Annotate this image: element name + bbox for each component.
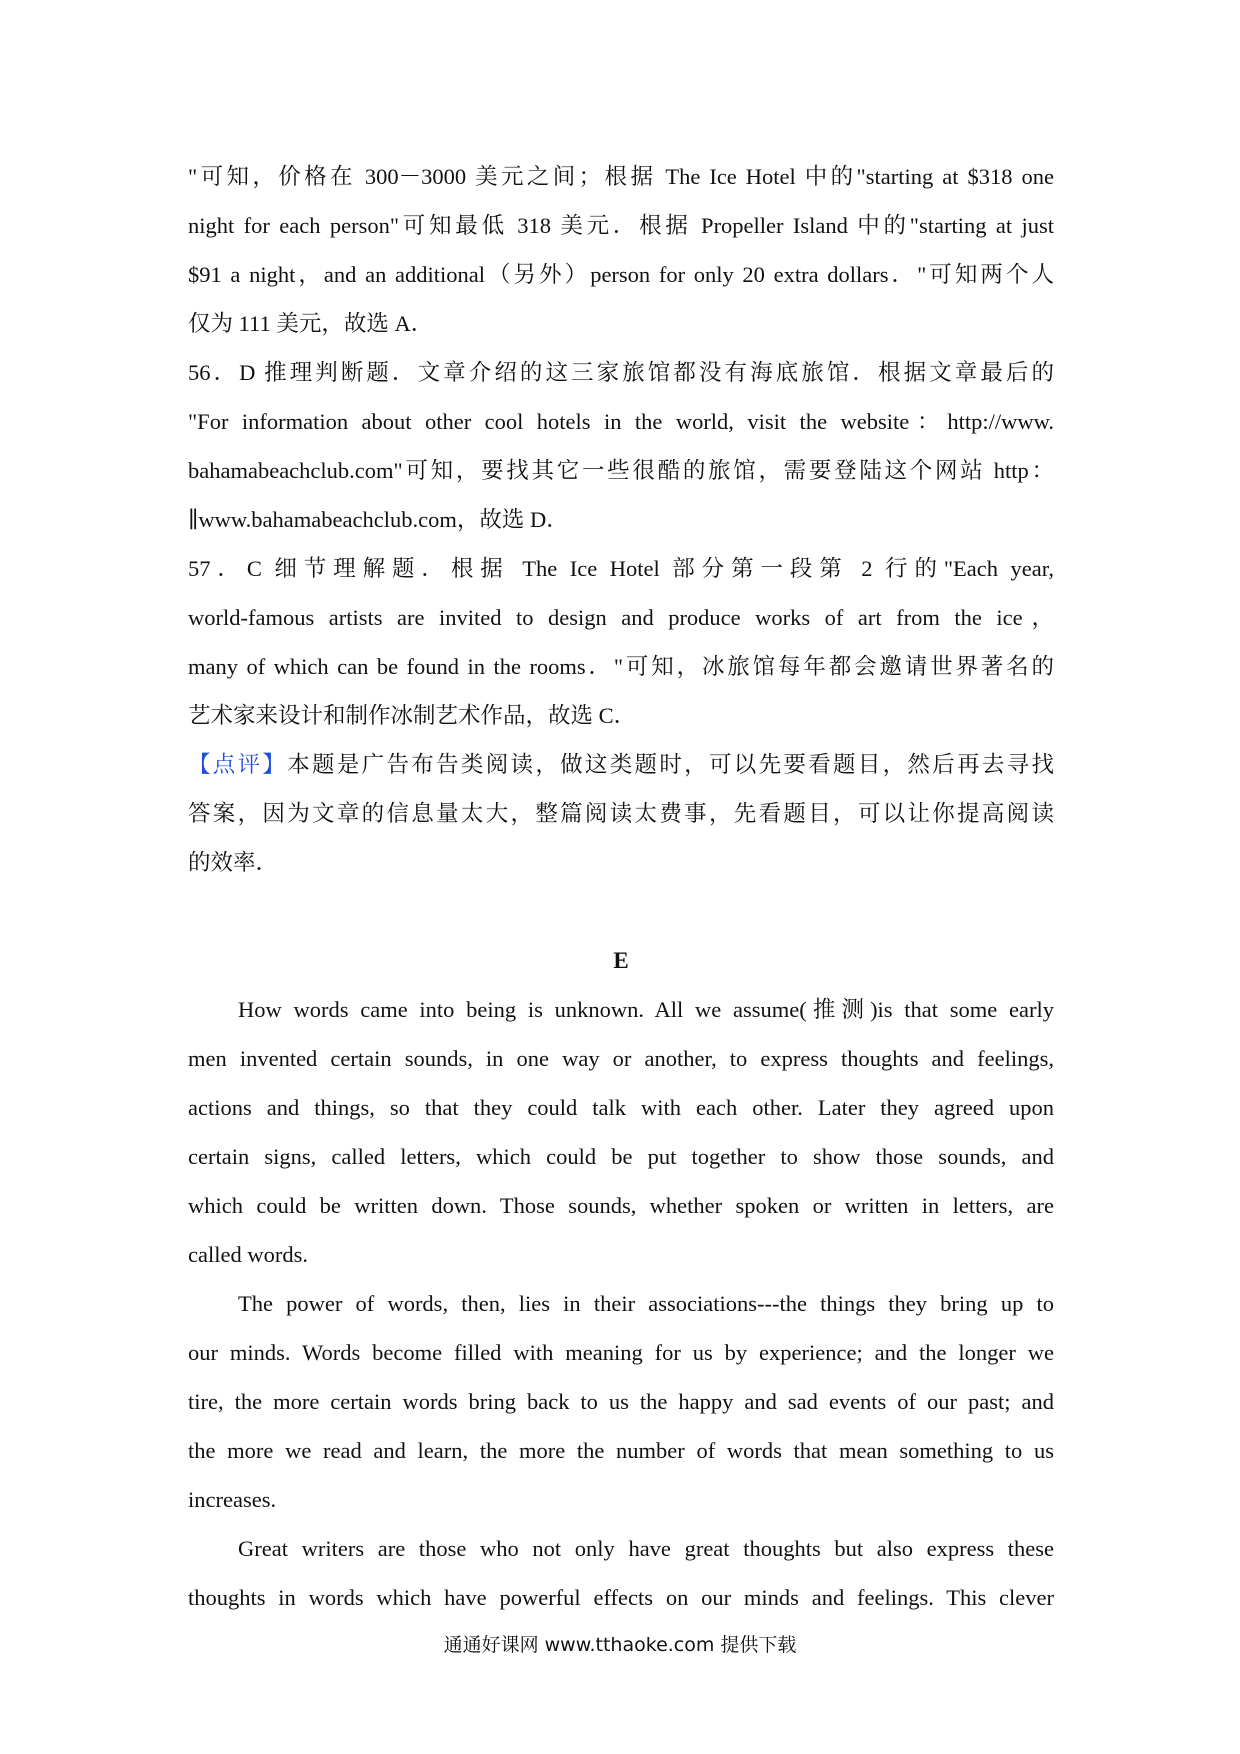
answer-57-explanation: [188, 544, 1054, 740]
spacer: [188, 887, 1054, 936]
text-line: which could be written down. Those sounds, whether spoken or written in letters, are: [188, 1193, 1054, 1218]
comment-block: [188, 740, 1054, 887]
text-line: the more we read and learn, the more the number of words that mean something to us: [188, 1438, 1054, 1463]
text-line: 答案，因为文章的信息量太大，整篇阅读太费事，先看题目，可以让你提高阅读: [188, 801, 1054, 826]
text-line: bahamabeachclub.com"可知，要找其它一些很酷的旅馆，需要登陆这个网站 http：: [188, 458, 1054, 483]
text-line: increases.: [188, 1487, 277, 1512]
text-line: our minds. Words become filled with meaning for us by experience; and the longer we: [188, 1340, 1054, 1365]
text-line: 56．D 推理判断题．文章介绍的这三家旅馆都没有海底旅馆．根据文章最后的: [188, 360, 1054, 385]
text-line: tire, the more certain words bring back to us the happy and sad events of our past; and: [188, 1389, 1054, 1414]
text-line: certain signs, called letters, which could be put together to show those sounds, and: [188, 1144, 1054, 1169]
text-line: called words.: [188, 1242, 308, 1267]
text-line: "For information about other cool hotels in the world, visit the website：http://www.: [188, 409, 1054, 434]
passage-title: E: [613, 948, 629, 973]
text-line: world-famous artists are invited to design and produce works of art from the ice，: [188, 605, 1054, 630]
text-line: ∥www.bahamabeachclub.com，故选 D．: [188, 507, 569, 532]
answer-56-explanation: [188, 348, 1054, 544]
text-line: night for each person"可知最低 318 美元．根据 Propeller Island 中的"starting at just: [188, 213, 1054, 238]
text-line: actions and things, so that they could talk with each other. Later they agreed upon: [188, 1095, 1054, 1120]
text-line: men invented certain sounds, in one way or another, to express thoughts and feelings,: [188, 1046, 1054, 1071]
comment-tag: 【点评】: [188, 752, 288, 777]
text-line: The power of words, then, lies in their associations---the things they bring up to: [238, 1291, 1054, 1316]
text-line: How words came into being is unknown. All we assume(推测)is that some early: [238, 997, 1054, 1022]
text-line: $91 a night，and an additional（另外）person for only 20 extra dollars．"可知两个人: [188, 262, 1054, 287]
text-line: 的效率．: [188, 850, 279, 875]
answer-55-explanation: [188, 152, 1054, 348]
comment-text: 本题是广告布告类阅读，做这类题时，可以先要看题目，然后再去寻找: [287, 752, 1054, 777]
page-content: [188, 152, 1054, 1622]
text-line: "可知，价格在 300－3000 美元之间；根据 The Ice Hotel 中的"starting at $318 one: [188, 164, 1054, 189]
comment-line: [188, 740, 1054, 789]
text-line: Great writers are those who not only have great thoughts but also express these: [238, 1536, 1054, 1561]
passage-paragraph-1: [188, 985, 1054, 1279]
text-line: many of which can be found in the rooms．"可知，冰旅馆每年都会邀请世界著名的: [188, 654, 1054, 679]
passage-paragraph-2: [188, 1279, 1054, 1524]
text-line: 57．C 细节理解题．根据 The Ice Hotel 部分第一段第 2 行的"Each year,: [188, 556, 1054, 581]
page-footer: 通通好课网 www.tthaoke.com 提供下载: [443, 1634, 797, 1656]
text-line: 艺术家来设计和制作冰制艺术作品，故选 C．: [188, 703, 637, 728]
passage-paragraph-3: [188, 1524, 1054, 1622]
text-line: thoughts in words which have powerful effects on our minds and feelings. This clever: [188, 1585, 1054, 1610]
text-line: 仅为 111 美元，故选 A．: [188, 311, 434, 336]
